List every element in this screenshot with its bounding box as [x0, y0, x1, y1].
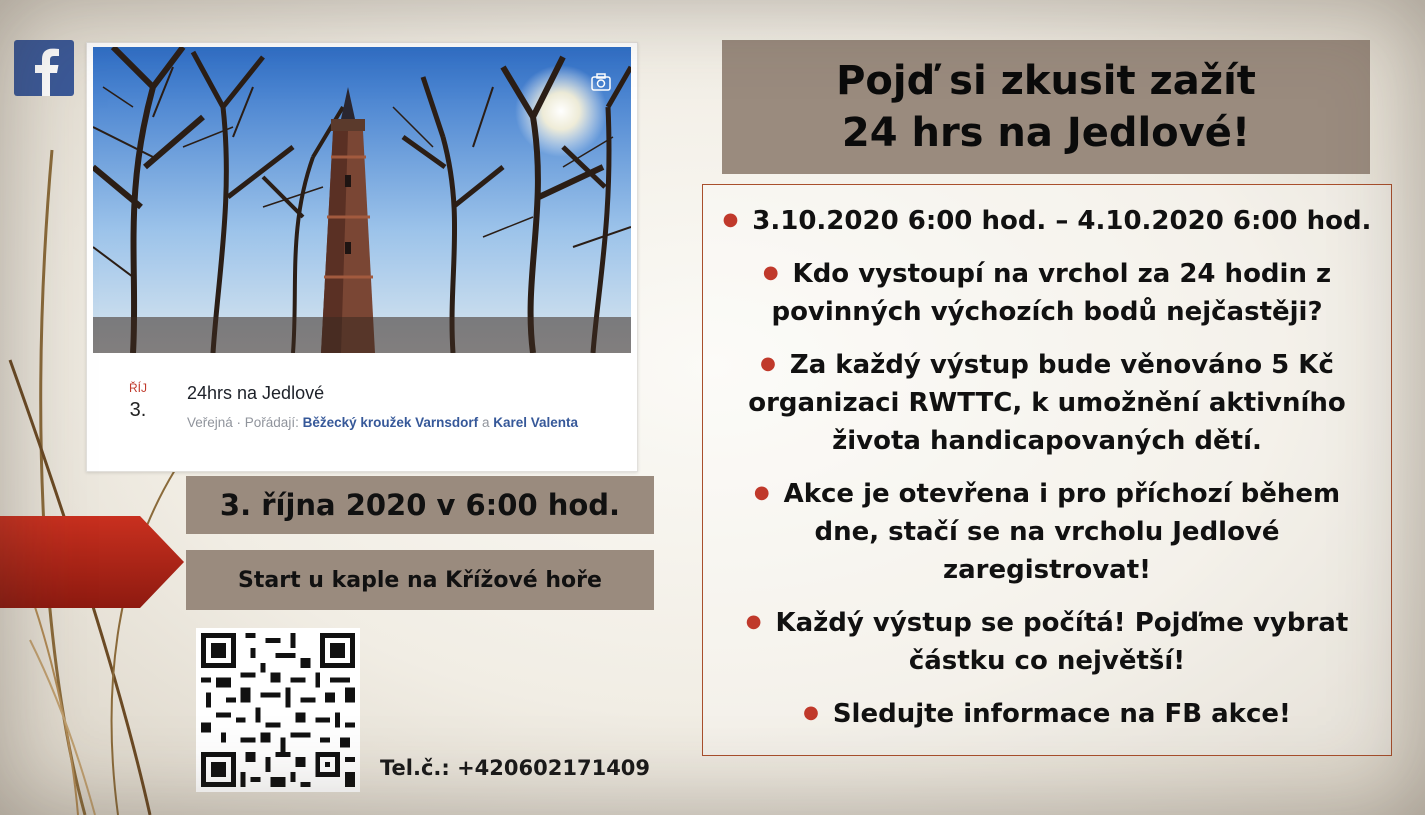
info-text: 3.10.2020 6:00 hod. – 4.10.2020 6:00 hod.: [752, 206, 1372, 236]
facebook-event-card[interactable]: [86, 42, 638, 472]
info-item-donation: [721, 345, 1373, 460]
info-text: Sledujte informace na FB akce!: [832, 699, 1291, 729]
qr-code[interactable]: [196, 628, 360, 792]
info-item-challenge: [721, 254, 1373, 331]
date-banner: 3. října 2020 v 6:00 hod.: [186, 476, 654, 534]
event-date-block: [123, 381, 153, 422]
info-item-open-event: [721, 474, 1373, 589]
info-item-follow-fb: [721, 694, 1373, 733]
organizer-link-2[interactable]: Karel Valenta: [493, 415, 579, 430]
organizer-conjunction: a: [481, 415, 490, 430]
bullet-icon: ●: [745, 611, 762, 632]
organizer-link-1[interactable]: Běžecký kroužek Varnsdorf: [302, 415, 479, 430]
info-item-every-ascent: [721, 603, 1373, 680]
event-month: ŘÍJ: [129, 381, 147, 395]
info-text: Každý výstup se počítá! Pojďme vybrat částku co největší!: [775, 608, 1349, 676]
red-arrow-decoration: [0, 516, 184, 608]
camera-icon: [591, 73, 611, 91]
info-list-box: [702, 184, 1392, 756]
headline-line-2: 24 hrs na Jedlové!: [841, 110, 1251, 156]
phone-number: Tel.č.: +420602171409: [380, 756, 651, 780]
headline-box: [722, 40, 1370, 174]
bullet-icon: ●: [753, 482, 770, 503]
event-photo-lookout-tower: [93, 47, 631, 353]
info-text: Za každý výstup bude věnováno 5 Kč organizaci RWTTC, k umožnění aktivního života handicapovaných dětí.: [748, 350, 1346, 456]
bullet-icon: ●: [760, 353, 776, 374]
bullet-icon: ●: [803, 702, 819, 723]
start-location-banner: Start u kaple na Křížové hoře: [186, 550, 654, 610]
bullet-icon: ●: [762, 262, 779, 283]
info-text: Akce je otevřena i pro příchozí během dne, stačí se na vrcholu Jedlové zaregistrovat!: [783, 479, 1341, 585]
event-meta: [187, 413, 587, 433]
info-item-dates: [721, 201, 1373, 240]
bullet-icon: ●: [722, 209, 739, 230]
event-day: 3.: [129, 399, 147, 421]
event-title[interactable]: 24hrs na Jedlové: [187, 383, 325, 403]
headline-line-1: Pojď si zkusit zažít: [836, 58, 1256, 104]
event-visibility-label: Veřejná · Pořádají:: [187, 415, 299, 430]
info-text: Kdo vystoupí na vrchol za 24 hodin z povinných výchozích bodů nejčastěji?: [771, 259, 1332, 327]
facebook-logo-icon[interactable]: [14, 40, 74, 96]
